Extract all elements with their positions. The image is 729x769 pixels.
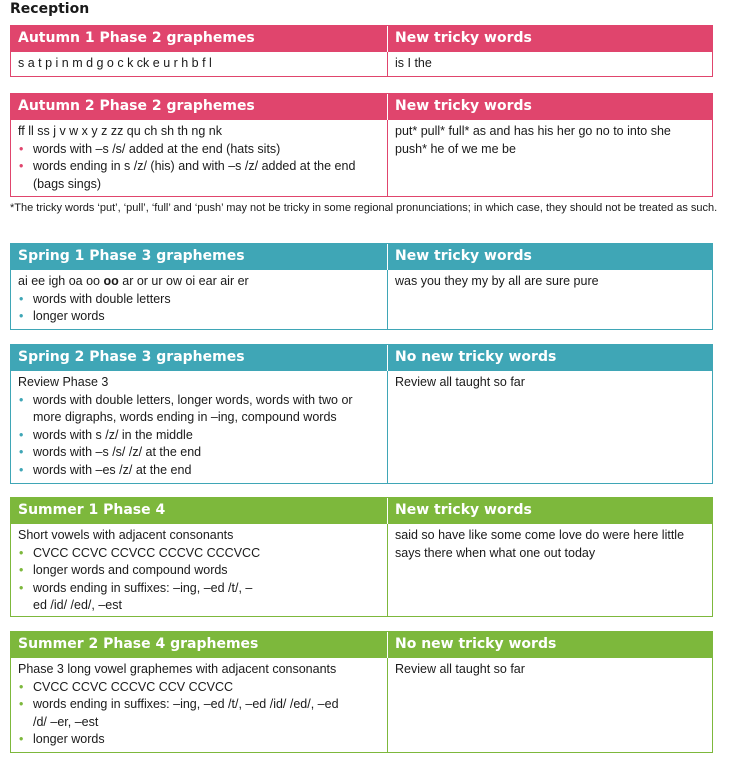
graphemes-header: Autumn 2 Phase 2 graphemes — [11, 94, 388, 120]
list-item: • words with double letters, longer words, words with two or more digraphs, words ending in –ing, compound words — [19, 392, 353, 424]
page-heading: Reception — [10, 1, 90, 17]
bullet-icon: • — [19, 141, 24, 156]
bullet-icon: • — [19, 697, 24, 711]
section-spring-1 — [10, 243, 713, 330]
section-autumn-2 — [10, 93, 713, 197]
section-header — [11, 94, 712, 120]
footnote: *The tricky words ‘put’, ‘pull’, ‘full’ and ‘push’ may not be tricky in some regional pronunciations; in which case, they should not be treated as such. — [10, 202, 718, 214]
bullet-icon: • — [19, 545, 24, 560]
section-body — [11, 120, 712, 196]
list-item: • words with –s /s/ added at the end (hats sits) — [18, 141, 381, 159]
tricky-words-header: New tricky words — [395, 30, 532, 46]
bullet-icon: • — [19, 580, 24, 595]
graphemes-header: Autumn 1 Phase 2 graphemes — [11, 26, 388, 52]
section-summer-2 — [10, 631, 713, 753]
section-spring-2 — [10, 344, 713, 484]
section-summer-1 — [10, 497, 713, 617]
list-item: • words with –s /s/ /z/ at the end — [18, 444, 381, 462]
tricky-words-list: said so have like some come love do were here little — [395, 528, 685, 542]
bullet-icon: • — [19, 462, 24, 477]
section-header — [11, 26, 712, 52]
graphemes-list: Phase 3 long vowel graphemes with adjacent consonants — [18, 662, 337, 676]
tricky-words-header: No new tricky words — [395, 636, 557, 652]
bullet-icon: • — [19, 445, 24, 459]
list-item: • CVCC CCVC CCVCC CCCVC CCCVCC — [18, 545, 381, 563]
list-item: • words with double letters — [18, 291, 381, 309]
graphemes-header: Summer 2 Phase 4 graphemes — [11, 632, 388, 658]
section-header — [11, 498, 712, 524]
section-body — [11, 524, 712, 616]
section-body — [11, 270, 712, 329]
list-item: • longer words and compound words — [18, 562, 381, 580]
graphemes-header: Spring 2 Phase 3 graphemes — [11, 345, 388, 371]
tricky-words-list: says there when what one out today — [395, 545, 596, 560]
review-text: Review Phase 3 — [18, 375, 109, 389]
bullet-icon: • — [19, 427, 24, 442]
section-autumn-1 — [10, 25, 713, 77]
tricky-words-list: was you they my by all are sure pure — [395, 274, 599, 288]
tricky-words-list: put* pull* full* as and has his her go no to into she — [395, 124, 671, 138]
graphemes-header: Summer 1 Phase 4 — [11, 498, 388, 524]
tricky-words-header: New tricky words — [395, 502, 532, 518]
list-item: • words ending in suffixes: –ing, –ed /t/, –ed /id/ /ed/, –ed /d/ –er, –est — [19, 697, 339, 729]
tricky-words-header: New tricky words — [395, 98, 532, 114]
list-item: • words with s /z/ in the middle — [18, 427, 381, 445]
tricky-words-list: push* he of we me be — [395, 141, 516, 156]
list-item: • words ending in s /z/ (his) and with –s /z/ added at the end (bags sings) — [19, 159, 356, 191]
list-item: • words with –es /z/ at the end — [18, 462, 381, 480]
graphemes-list: s a t p i n m d g o c k ck e u r h b f l — [18, 56, 212, 70]
tricky-words-header: No new tricky words — [395, 349, 557, 365]
section-body — [11, 658, 712, 752]
section-header — [11, 632, 712, 658]
graphemes-header: Spring 1 Phase 3 graphemes — [11, 244, 388, 270]
graphemes-list: ai ee igh oa oo oo ar or ur ow oi ear air er — [18, 274, 249, 288]
tricky-words-header: New tricky words — [395, 248, 532, 264]
bullet-icon: • — [19, 392, 24, 407]
section-body — [11, 371, 712, 483]
list-item: • words ending in suffixes: –ing, –ed /t/, –ed /id/ /ed/, –est — [19, 580, 253, 612]
tricky-words-list: is I the — [395, 56, 432, 70]
bullet-icon: • — [19, 679, 24, 694]
bullet-icon: • — [19, 159, 24, 173]
bullet-icon: • — [19, 309, 24, 323]
list-item: • CVCC CCVC CCCVC CCV CCVCC — [18, 679, 381, 697]
bullet-icon: • — [19, 291, 24, 306]
section-body — [11, 52, 712, 76]
bullet-icon: • — [19, 563, 24, 577]
list-item: • longer words — [18, 731, 381, 749]
list-item: • longer words — [18, 308, 381, 326]
graphemes-list: ff ll ss j v w x y z zz qu ch sh th ng nk — [18, 124, 223, 138]
section-header — [11, 345, 712, 371]
section-header — [11, 244, 712, 270]
review-note: Review all taught so far — [395, 375, 525, 389]
review-note: Review all taught so far — [395, 662, 525, 676]
graphemes-list: Short vowels with adjacent consonants — [18, 528, 234, 542]
bullet-icon: • — [19, 732, 24, 746]
